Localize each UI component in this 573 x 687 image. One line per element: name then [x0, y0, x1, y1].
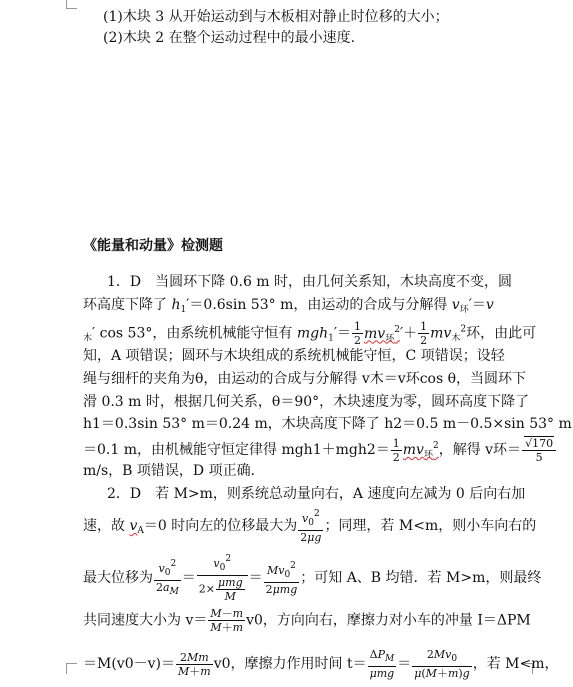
solution-1-line: 1．D 当圆环下降 0.6 m 时，由几何关系知，木块高度不变，圆	[107, 274, 513, 290]
solution-2-line: ＝M(v0－v)＝ $\frac{2Mm}{M+m}$ v0，摩擦力作用时间 t＝ $\frac{\Delta P_M}{\text{μmg}}$ ＝ $\frac{2Mv_0}{\mu(M+m)g}$ ，若 M<m，	[83, 648, 559, 680]
solution-1-line: 环高度下降了 $h_1'=0.6\sin$ 53° m，由运动的合成与分解得 $v_环'=v$	[83, 297, 494, 315]
solution-1-line: ＝0.1 m，由机械能守恒定律得 mgh1＋mgh2＝ $\frac{1}{2}$ $mv_环^2$，解得 v环＝ $\frac{√170}{5}$	[83, 436, 503, 464]
question-1: (1)木块 3 从开始运动到与木板相对静止时位移的大小；	[103, 9, 449, 25]
solution-1-line: 滑 0.3 m 时，根据几何关系，θ＝90°，木块速度为零，圆环高度下降了	[83, 394, 530, 410]
solution-1-line: h1＝0.3sin 53° m＝0.24 m，木块高度下降了 h2＝0.5 m－0.5×sin 53° m	[83, 416, 572, 432]
solution-2-line: 速，故 $v_A=0$ 时向左的位移最大为 $\frac{v_0^2}{2\mu g}$ ；同理，若 M<m，则小车向右的	[83, 509, 537, 544]
solution-1-line: 绳与细杆的夹角为θ，由运动的合成与分解得 v木＝v环cos θ，当圆环下	[83, 371, 527, 387]
margin-corner-mark	[66, 663, 77, 674]
solution-1-line: m/s，B 项错误，D 项正确．	[83, 463, 265, 479]
section-title: 《能量和动量》检测题	[83, 238, 223, 254]
solution-2-line: 最大位移为 $\frac{v_0^2}{2a_M}$ ＝ $v_0^2$ 2× $\frac{\text{μmg}}{M}$ ＝ $\frac{Mv_0^2}{\text{2μmg}}$ ；可知 A、B 均错．若 M>m，则最终	[83, 554, 542, 603]
solution-2-line: 2．D 若 M>m，则系统总动量向右，A 速度向左减为 0 后向右加	[107, 486, 526, 502]
solution-1-line: $_木$′ cos 53°，由系统机械能守恒有 mgh$_1$′＝ $\frac{1}{2}$ $mv_环^2'+$ $\frac{1}{2}$ $mv_木^2$环，由此可	[83, 320, 537, 347]
question-2: (2)木块 2 在整个运动过程中的最小速度.	[103, 30, 356, 46]
solution-2-line: 共同速度大小为 v＝ $\frac{M-m}{M+m}$ v0，方向向右，摩擦力对小车的冲量 I＝ΔPM	[83, 607, 531, 634]
margin-corner-mark	[66, 0, 77, 9]
solution-1-line: 知，A 项错误；圆环与木块组成的系统机械能守恒，C 项错误；设轻	[83, 348, 505, 364]
